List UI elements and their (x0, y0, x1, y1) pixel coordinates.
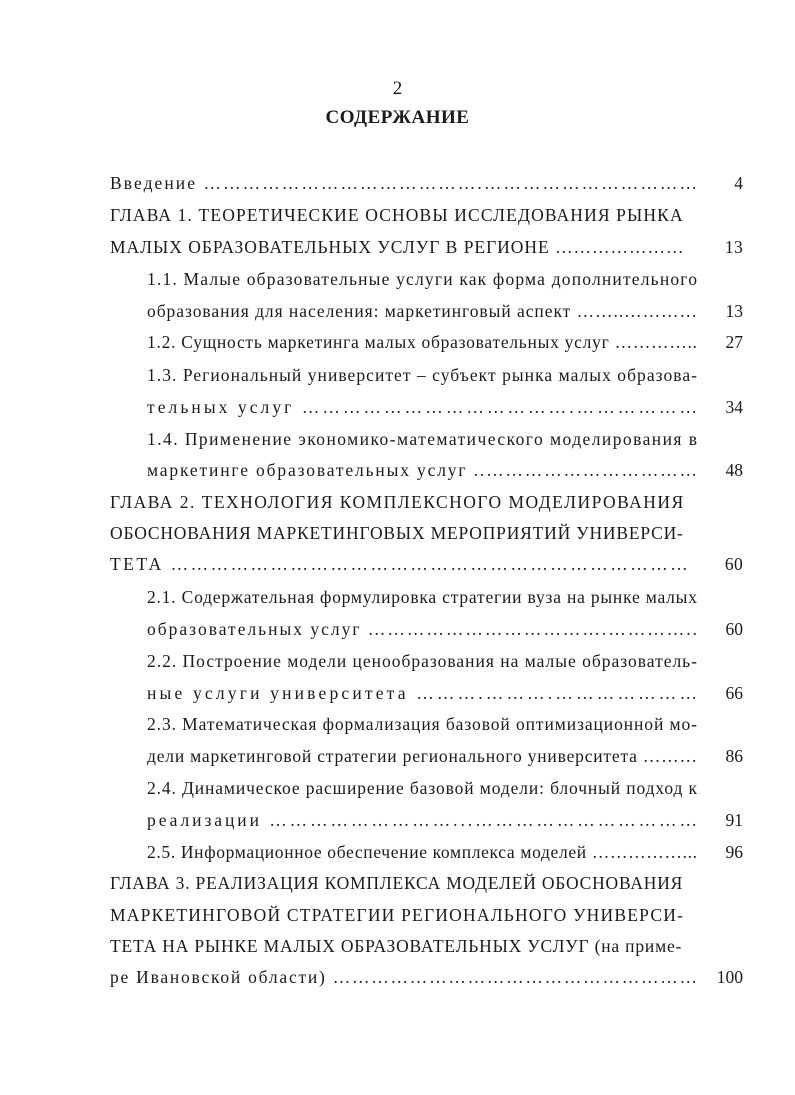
toc-line (0, 900, 795, 930)
toc-entry-text: реализации ………………………...…………………………… (147, 810, 700, 830)
toc-line (0, 549, 795, 579)
toc-line (0, 327, 795, 357)
toc-entry-text: 1.4. Применение экономико-математического моделирования в (147, 429, 699, 449)
toc-entry-text: ОБОСНОВАНИЯ МАРКЕТИНГОВЫХ МЕРОПРИЯТИЙ УНИВЕРСИ- (110, 523, 684, 543)
toc-entry-text: тельных услуг ………………………………….……………… (147, 397, 701, 417)
toc-entry-text: ТЕТА НА РЫНКЕ МАЛЫХ ОБРАЗОВАТЕЛЬНЫХ УСЛУГ (на приме- (110, 936, 683, 956)
toc-entry-text: 1.1. Малые образовательные услуги как форма дополнительного (147, 269, 699, 289)
toc-line (0, 296, 795, 326)
toc-entry-text: образовательных услуг ……………………………….………….. (147, 619, 699, 639)
toc-entry-text: 2.2. Построение модели ценообразования на малые образователь- (147, 651, 698, 671)
toc-entry-text: 2.1. Содержательная формулировка стратегии вуза на рынке малых (147, 587, 698, 607)
toc-entry-text: Введение …………………………………….…………………………… (110, 173, 700, 193)
toc-page-number: 48 (725, 460, 743, 480)
toc-entry-text: 1.2. Сущность маркетинга малых образовательных услуг ………….. (147, 332, 698, 352)
toc-entry-text: 2.5. Информационное обеспечение комплекса моделей ……………... (147, 842, 698, 862)
toc-line (0, 264, 795, 294)
toc-page-number: 27 (725, 332, 743, 352)
toc-page-number: 60 (725, 619, 743, 639)
toc-line (0, 837, 795, 867)
toc-entry-text: ГЛАВА 2. ТЕХНОЛОГИЯ КОМПЛЕКСНОГО МОДЕЛИРОВАНИЯ (110, 492, 685, 512)
toc-entry-text: 2.3. Математическая формализация базовой оптимизационной мо- (147, 714, 698, 734)
toc-page-number: 96 (725, 842, 743, 862)
toc-page-number: 66 (725, 683, 743, 703)
toc-line (0, 614, 795, 644)
toc-page-number: 91 (725, 810, 743, 830)
toc-page-number: 60 (724, 554, 743, 574)
toc-line (0, 487, 795, 517)
toc-entry-text: ГЛАВА 3. РЕАЛИЗАЦИЯ КОМПЛЕКСА МОДЕЛЕЙ ОБОСНОВАНИЯ (110, 873, 684, 893)
toc-page-number: 13 (725, 301, 743, 321)
toc-line (0, 518, 795, 548)
toc-line (0, 805, 795, 835)
toc-page-number: 86 (725, 746, 743, 766)
toc-entry-text: 2.4. Динамическое расширение базовой модели: блочный подход к (147, 778, 698, 798)
toc-line (0, 678, 795, 708)
toc-entry-text: ГЛАВА 1. ТЕОРЕТИЧЕСКИЕ ОСНОВЫ ИССЛЕДОВАНИЯ РЫНКА (110, 205, 684, 225)
toc-line (0, 582, 795, 612)
toc-entry-text: дели маркетинговой стратегии регионального университета ……… (147, 746, 698, 766)
toc-line (0, 646, 795, 676)
toc-line (0, 868, 795, 898)
page-title: СОДЕРЖАНИЕ (325, 107, 470, 128)
toc-entry-text: 1.3. Региональный университет – субъект рынка малых образова- (147, 365, 699, 385)
toc-entry-text: образования для населения: маркетинговый аспект ……..………… (147, 301, 698, 321)
toc-line (0, 962, 795, 992)
toc-line (0, 232, 795, 262)
toc-line (0, 709, 795, 739)
toc-page-number: 34 (725, 397, 743, 417)
toc-entry-text: ре Ивановской области) ………………………………………………… (110, 967, 699, 987)
toc-line (0, 931, 795, 961)
toc-line (0, 392, 795, 422)
toc-entry-text: ТЕТА …………………………………………………………………… (110, 554, 691, 574)
toc-entry-text: МАРКЕТИНГОВОЙ СТРАТЕГИИ РЕГИОНАЛЬНОГО УНИВЕРСИ- (110, 905, 685, 925)
toc-line (0, 360, 795, 390)
toc-line (0, 455, 795, 485)
toc-line (0, 424, 795, 454)
toc-entry-text: ные услуги университета ……….……….………………… (147, 683, 701, 703)
toc-entry-text: МАЛЫХ ОБРАЗОВАТЕЛЬНЫХ УСЛУГ В РЕГИОНЕ ………………… (110, 237, 685, 257)
toc-entry-text: маркетинге образовательных услуг ..…………………………… (147, 460, 699, 480)
toc-line (0, 200, 795, 230)
toc-page-number: 4 (734, 173, 743, 193)
toc-line (0, 741, 795, 771)
page-number: 2 (392, 78, 403, 99)
toc-line (0, 168, 795, 198)
toc-page-number: 13 (724, 237, 743, 257)
toc-page-number: 100 (716, 967, 743, 987)
toc-line (0, 773, 795, 803)
